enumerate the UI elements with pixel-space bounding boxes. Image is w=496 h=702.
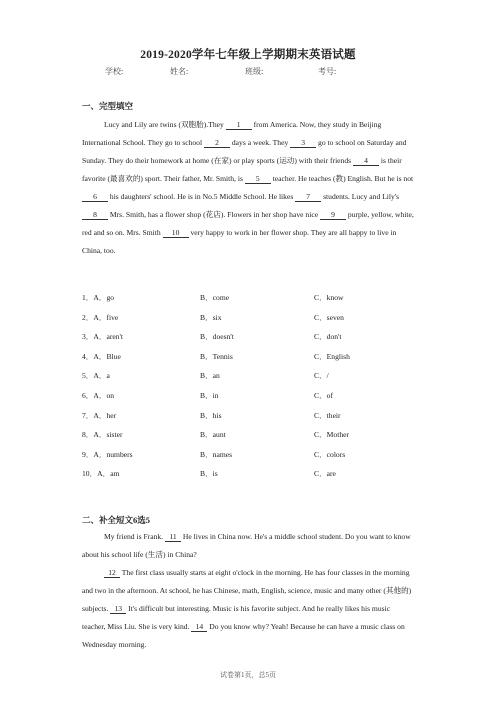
name-label: 姓名: xyxy=(170,67,189,76)
section-heading-cloze: 一、完型填空 xyxy=(82,101,134,111)
answer-blank: 11 xyxy=(165,532,181,542)
option-choice: C．seven xyxy=(314,312,344,322)
option-choice: C．Mother xyxy=(314,430,350,440)
page-title: 2019-2020学年七年级上学期期末英语试题 xyxy=(140,49,356,61)
answer-blank: 7 xyxy=(295,192,321,202)
option-choice: 10．A．am xyxy=(82,469,120,479)
passage-text: from America. Now, they study in Beijing International School. They go to school xyxy=(82,120,382,147)
option-choice: B．in xyxy=(200,390,219,400)
cloze-passage xyxy=(82,116,414,260)
section-heading-completion: 二、补全短文6选5 xyxy=(82,515,151,525)
option-choice: B．six xyxy=(200,312,222,322)
option-row xyxy=(82,312,414,332)
option-choice: C．English xyxy=(314,351,350,361)
passage-text: The first class usually starts at eight o'clock in the morning. He has four classes in the morning and two in the afternoon. At school, he has Chinese, math, English, science, music and many other (其他的) subjects. xyxy=(82,568,412,613)
option-row xyxy=(82,390,414,410)
option-choice: 9．A．numbers xyxy=(82,449,133,459)
option-row xyxy=(82,331,414,351)
answer-blank: 13 xyxy=(110,604,126,614)
passage-text: go to school on Saturday and Sunday. They do their homework at home (在家) or play sports (运动) with their friends xyxy=(82,138,407,165)
passage-text: his daughters' school. He is in No.5 Middle School. He likes xyxy=(108,192,296,201)
answer-blank: 2 xyxy=(204,138,230,148)
option-choice: C．their xyxy=(314,410,341,420)
passage-text: Mrs. Smith, has a flower shop (花店). Flowers in her shop have nice xyxy=(108,210,320,219)
option-choice: C．colors xyxy=(314,449,346,459)
option-row xyxy=(82,292,414,312)
option-choice: B．Tennis xyxy=(200,351,233,361)
option-choice: 4．A．Blue xyxy=(82,351,121,361)
option-row xyxy=(82,370,414,390)
passage-text: It's difficult but interesting. Music is his favorite subject. And he really likes his music teacher, Miss Liu. She is very kind. xyxy=(82,604,391,631)
option-choice: C．don't xyxy=(314,332,342,342)
answer-blank: 14 xyxy=(191,622,207,632)
option-choice: C．/ xyxy=(314,371,329,381)
option-row xyxy=(82,449,414,469)
completion-paragraph-1 xyxy=(82,528,414,564)
completion-paragraph-2 xyxy=(82,564,414,654)
option-choice: C．of xyxy=(314,390,333,400)
answer-blank: 1 xyxy=(226,120,252,130)
passage-text: is their favorite (最喜欢的) sport. Their father, Mr. Smith, is xyxy=(82,156,402,183)
passage-text: very happy to work in her flower shop. They are all happy to live in China, too. xyxy=(82,228,397,255)
option-choice: B．names xyxy=(200,449,233,459)
passage-text: teacher. He teaches (教) English. But he is not xyxy=(270,174,414,183)
class-label: 班级: xyxy=(245,67,264,76)
option-row xyxy=(82,429,414,449)
option-choice: 1．A．go xyxy=(82,293,115,302)
answer-blank: 6 xyxy=(82,192,108,202)
option-choice: B．doesn't xyxy=(200,332,234,342)
number-label: 考号: xyxy=(318,67,337,76)
option-choice: B．is xyxy=(200,469,218,479)
school-label: 学校: xyxy=(105,67,124,76)
answer-blank: 10 xyxy=(163,228,189,238)
option-choice: 2．A．five xyxy=(82,312,119,322)
passage-text: My friend is Frank. xyxy=(104,532,165,541)
passage-text: Lucy and Lily are twins (双胞胎).They xyxy=(104,120,226,129)
answer-blank: 4 xyxy=(353,156,379,166)
option-choice: B．come xyxy=(200,293,230,302)
option-choice: B．an xyxy=(200,371,220,381)
answer-blank: 8 xyxy=(82,210,108,220)
page-footer: 试卷第1页，总5页 xyxy=(220,671,276,679)
option-choice: 6．A．on xyxy=(82,390,115,400)
option-row xyxy=(82,468,414,488)
option-choice: 5．A．a xyxy=(82,371,110,381)
passage-text: students. Lucy and Lily's xyxy=(321,192,400,201)
answer-blank: 5 xyxy=(245,174,271,184)
answer-blank: 3 xyxy=(290,138,316,148)
option-row xyxy=(82,351,414,371)
passage-text: He lives in China now. He's a middle school student. Do you want to know about his school life (生活) in China? xyxy=(82,532,411,559)
option-choice: C．are xyxy=(314,469,336,479)
option-choice: 3．A．aren't xyxy=(82,332,124,342)
option-choice: B．his xyxy=(200,410,222,420)
passage-text: purple, yellow, white, red and so on. Mrs. Smith xyxy=(82,210,414,237)
option-choice: 8．A．sister xyxy=(82,430,123,440)
option-row xyxy=(82,410,414,430)
option-choice: C．know xyxy=(314,293,344,302)
answer-blank: 9 xyxy=(320,210,346,220)
option-choice: 7．A．her xyxy=(82,410,117,420)
option-choice: B．aunt xyxy=(200,430,226,440)
passage-text: days a week. They xyxy=(229,138,291,147)
options-table xyxy=(82,292,414,488)
passage-text: Do you know why? Yeah! Because he can have a music class on Wednesday morning. xyxy=(82,622,405,649)
answer-blank: 12 xyxy=(104,568,120,578)
